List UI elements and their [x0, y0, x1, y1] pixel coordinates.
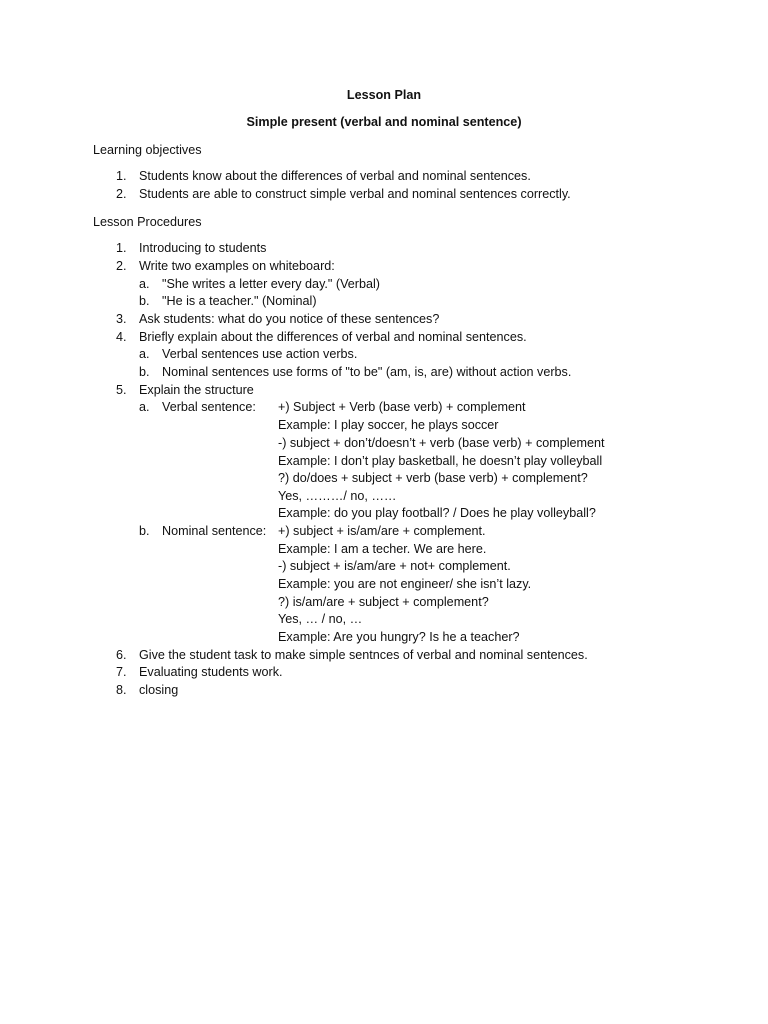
nominal-structure-line: ?) is/am/are + subject + complement? [278, 595, 489, 609]
verbal-structure-line: Example: I don’t play basketball, he doesn’t play volleyball [278, 454, 603, 468]
list-item: Explain the structure [139, 383, 254, 397]
list-item: Introducing to students [139, 241, 267, 255]
verbal-structure-line: +) Subject + Verb (base verb) + complement [278, 400, 526, 414]
nominal-structure-line: Example: I am a techer. We are here. [278, 542, 487, 556]
objectives-heading: Learning objectives [93, 143, 202, 157]
nominal-structure-line: Example: Are you hungry? Is he a teacher? [278, 630, 520, 644]
sublist-letter: a. [139, 277, 150, 291]
list-number: 3. [116, 312, 127, 326]
list-number: 5. [116, 383, 127, 397]
list-item: Students know about the differences of verbal and nominal sentences. [139, 169, 531, 183]
sublist-item: "She writes a letter every day." (Verbal) [162, 277, 380, 291]
sublist-item: Nominal sentences use forms of "to be" (am, is, are) without action verbs. [162, 365, 572, 379]
verbal-structure-line: Example: do you play football? / Does he play volleyball? [278, 506, 596, 520]
list-item: Ask students: what do you notice of these sentences? [139, 312, 440, 326]
nominal-structure-line: Yes, … / no, … [278, 612, 363, 626]
procedures-heading: Lesson Procedures [93, 215, 202, 229]
verbal-structure-line: Yes, ………/ no, …… [278, 489, 397, 503]
document-title: Lesson Plan [346, 88, 422, 102]
list-item: closing [139, 683, 179, 697]
sublist-letter: b. [139, 294, 150, 308]
nominal-structure-line: +) subject + is/am/are + complement. [278, 524, 486, 538]
sublist-letter: a. [139, 400, 150, 414]
list-number: 2. [116, 259, 127, 273]
sublist-item: "He is a teacher." (Nominal) [162, 294, 317, 308]
list-item: Students are able to construct simple verbal and nominal sentences correctly. [139, 187, 571, 201]
nominal-sentence-label: Nominal sentence: [162, 524, 267, 538]
sublist-letter: a. [139, 347, 150, 361]
sublist-letter: b. [139, 365, 150, 379]
nominal-structure-line: -) subject + is/am/are + not+ complement. [278, 559, 511, 573]
list-number: 6. [116, 648, 127, 662]
list-number: 2. [116, 187, 127, 201]
list-item: Evaluating students work. [139, 665, 283, 679]
list-number: 7. [116, 665, 127, 679]
list-number: 1. [116, 241, 127, 255]
verbal-sentence-label: Verbal sentence: [162, 400, 256, 414]
nominal-structure-line: Example: you are not engineer/ she isn’t lazy. [278, 577, 532, 591]
list-number: 4. [116, 330, 127, 344]
verbal-structure-line: -) subject + don’t/doesn’t + verb (base verb) + complement [278, 436, 605, 450]
list-number: 1. [116, 169, 127, 183]
list-item: Write two examples on whiteboard: [139, 259, 335, 273]
list-item: Briefly explain about the differences of verbal and nominal sentences. [139, 330, 527, 344]
list-item: Give the student task to make simple sentnces of verbal and nominal sentences. [139, 648, 588, 662]
sublist-letter: b. [139, 524, 150, 538]
sublist-item: Verbal sentences use action verbs. [162, 347, 358, 361]
list-number: 8. [116, 683, 127, 697]
verbal-structure-line: ?) do/does + subject + verb (base verb) + complement? [278, 471, 588, 485]
verbal-structure-line: Example: I play soccer, he plays soccer [278, 418, 499, 432]
document-subtitle: Simple present (verbal and nominal sentence) [246, 115, 522, 129]
